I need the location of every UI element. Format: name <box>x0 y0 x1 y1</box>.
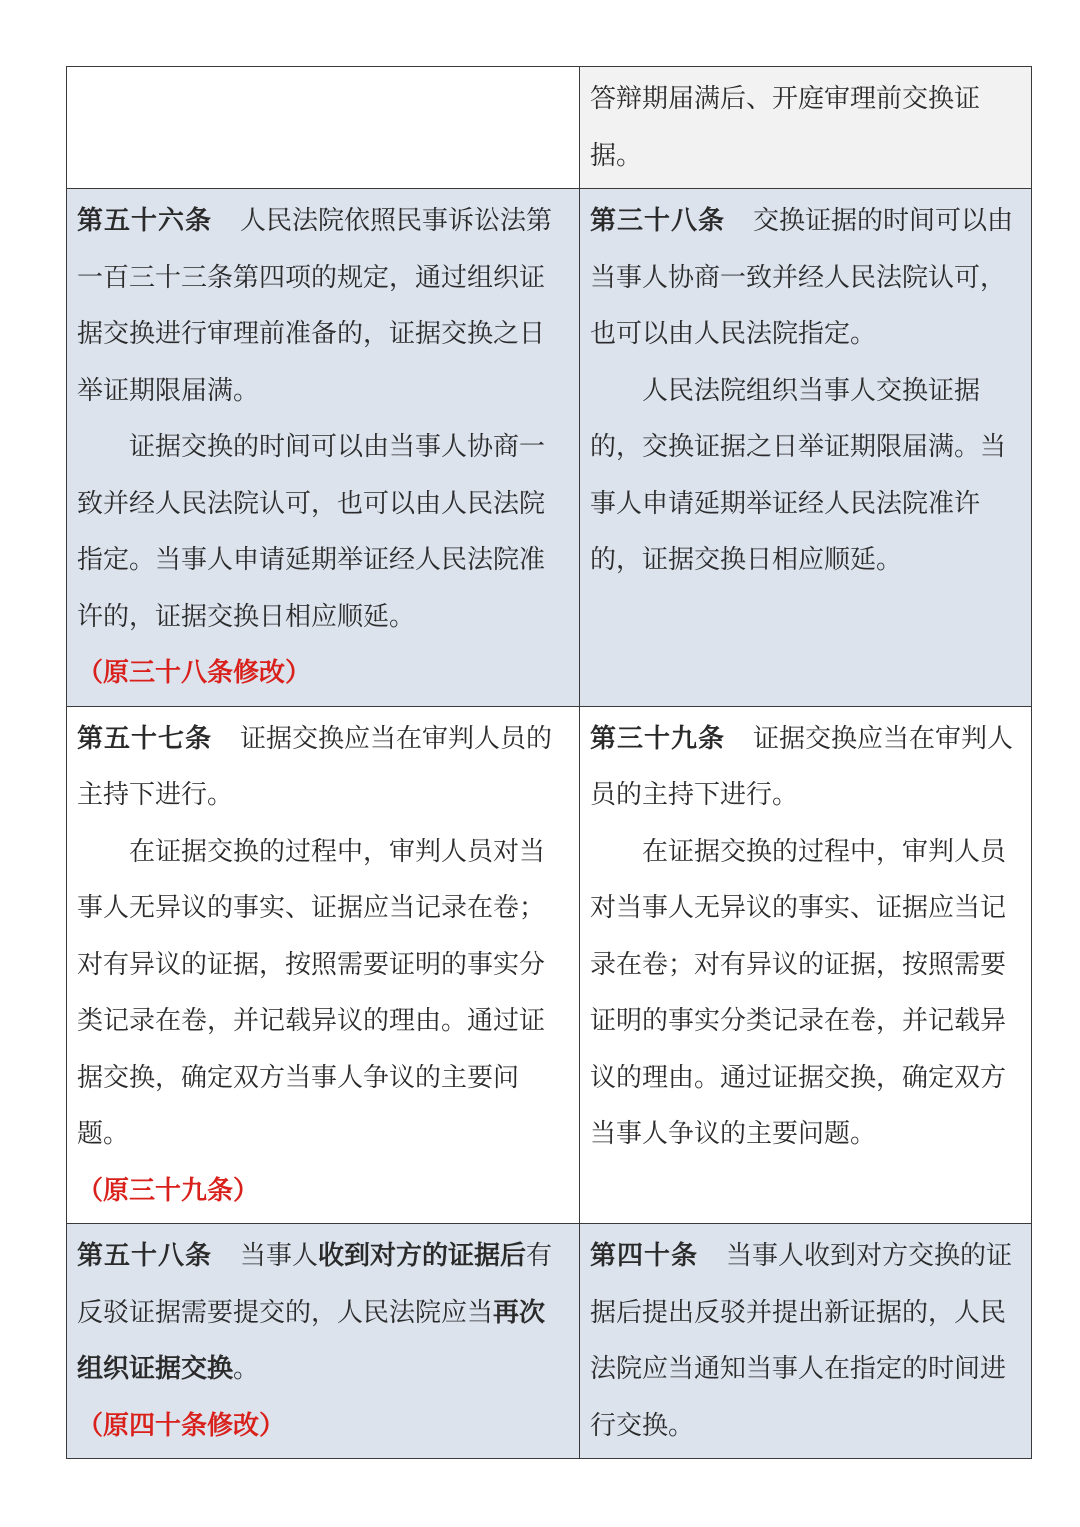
article-number: 第五十七条 <box>77 723 213 754</box>
table-row <box>67 1224 1032 1459</box>
emphasized-text: 收到对方的证据后 <box>318 1241 527 1271</box>
provision-text: 证据交换应当在审判人员的主持下进行。 <box>590 723 1014 810</box>
emphasized-text: 再次组织证据交换 <box>77 1297 546 1384</box>
revision-note: （原三十八条修改） <box>77 658 312 688</box>
article-number: 第三十九条 <box>590 723 726 754</box>
article-number: 第三十八条 <box>590 206 726 236</box>
new-provision-cell <box>67 1224 580 1459</box>
provision-text: 答辩期届满后、开庭审理前交换证据。 <box>590 84 981 171</box>
article-number: 第五十六条 <box>77 206 213 236</box>
old-provision-cell <box>580 67 1032 189</box>
provision-text: 在证据交换的过程中，审判人员对当事人无异议的事实、证据应当记录在卷；对有异议的证据，按照需要证明的事实分类记录在卷，并记载异议的理由。通过证据交换，确定双方当事人争议的主要问题。 <box>77 836 546 1149</box>
table-row <box>67 67 1032 189</box>
article-number: 第五十八条 <box>77 1241 213 1271</box>
provision-text: 人民法院组织当事人交换证据的，交换证据之日举证期限届满。当事人申请延期举证经人民法院准许的，证据交换日相应顺延。 <box>590 375 1007 575</box>
old-provision-cell <box>580 1224 1032 1459</box>
provision-text: 当事人 <box>240 1241 319 1271</box>
old-provision-cell <box>580 189 1032 707</box>
comparison-table <box>66 66 1032 1459</box>
new-provision-cell <box>67 67 580 189</box>
table-row <box>67 189 1032 707</box>
provision-text: 有反驳证据需要提交的，人民法院应当 <box>77 1241 553 1328</box>
table-row <box>67 706 1032 1224</box>
new-provision-cell <box>67 189 580 707</box>
provision-text: 交换证据的时间可以由当事人协商一致并经人民法院认可，也可以由人民法院指定。 <box>590 206 1014 349</box>
article-number: 第四十条 <box>590 1241 699 1271</box>
provision-text: 证据交换应当在审判人员的主持下进行。 <box>77 723 553 810</box>
provision-text: 证据交换的时间可以由当事人协商一致并经人民法院认可，也可以由人民法院指定。当事人申请延期举证经人民法院准许的，证据交换日相应顺延。 <box>77 432 546 632</box>
old-provision-cell <box>580 706 1032 1224</box>
provision-text: 人民法院依照民事诉讼法第一百三十三条第四项的规定，通过组织证据交换进行审理前准备的，证据交换之日举证期限届满。 <box>77 206 553 406</box>
revision-note: （原三十九条） <box>77 1175 260 1206</box>
provision-text: 当事人收到对方交换的证据后提出反驳并提出新证据的，人民法院应当通知当事人在指定的时间进行交换。 <box>590 1241 1013 1441</box>
revision-note: （原四十条修改） <box>77 1410 286 1441</box>
provision-text: 。 <box>233 1354 260 1384</box>
provision-text: 在证据交换的过程中，审判人员对当事人无异议的事实、证据应当记录在卷；对有异议的证据，按照需要证明的事实分类记录在卷，并记载异议的理由。通过证据交换，确定双方当事人争议的主要问题。 <box>590 836 1007 1149</box>
new-provision-cell <box>67 706 580 1224</box>
